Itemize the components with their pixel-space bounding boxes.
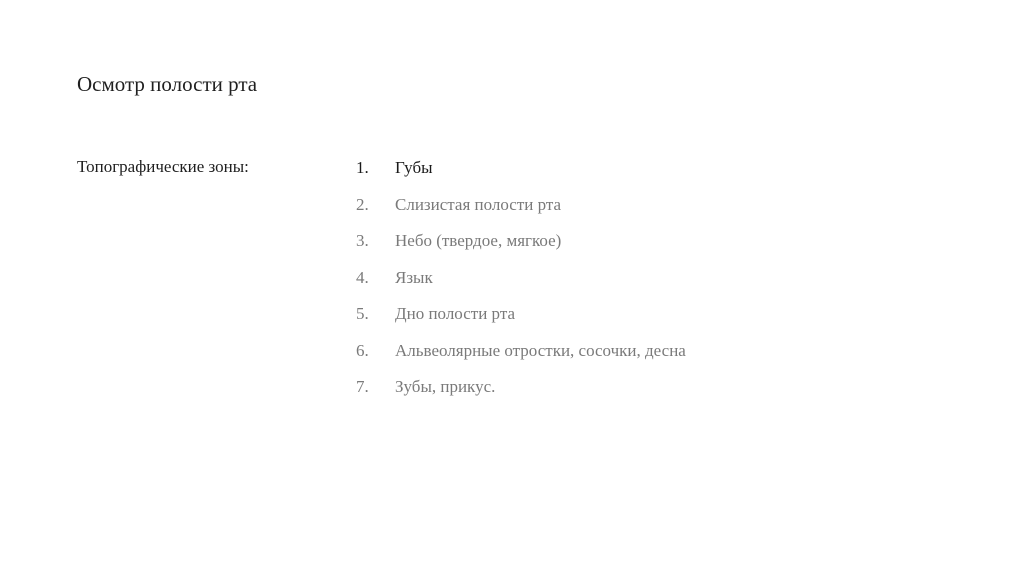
- list-item-number: 2.: [356, 194, 369, 214]
- slide-title: Осмотр полости рта: [77, 72, 258, 96]
- list-item: [356, 268, 686, 305]
- list-item-text: Язык: [395, 267, 433, 287]
- list-item-text: Зубы, прикус.: [395, 377, 496, 396]
- list-item-text: Губы: [395, 158, 433, 177]
- list-item-text: Небо (твердое, мягкое): [395, 231, 562, 250]
- list-item: [356, 304, 686, 341]
- zones-list: [356, 158, 686, 414]
- list-item-number: 6.: [356, 340, 369, 360]
- list-item: [356, 231, 686, 268]
- list-item-number: 5.: [356, 304, 369, 323]
- list-item-number: 1.: [356, 158, 369, 177]
- topographic-zones-label: Топографические зоны:: [77, 157, 249, 176]
- list-item-text: Слизистая полости рта: [395, 194, 562, 214]
- list-item: [356, 195, 686, 232]
- list-item-text: Альвеолярные отростки, сосочки, десна: [395, 340, 686, 360]
- list-item: [356, 341, 686, 378]
- list-item-text: Дно полости рта: [395, 304, 516, 323]
- list-item-number: 7.: [356, 377, 369, 396]
- list-item-number: 4.: [356, 267, 369, 287]
- list-item-number: 3.: [356, 231, 369, 250]
- list-item: [356, 377, 686, 414]
- list-item: [356, 158, 686, 195]
